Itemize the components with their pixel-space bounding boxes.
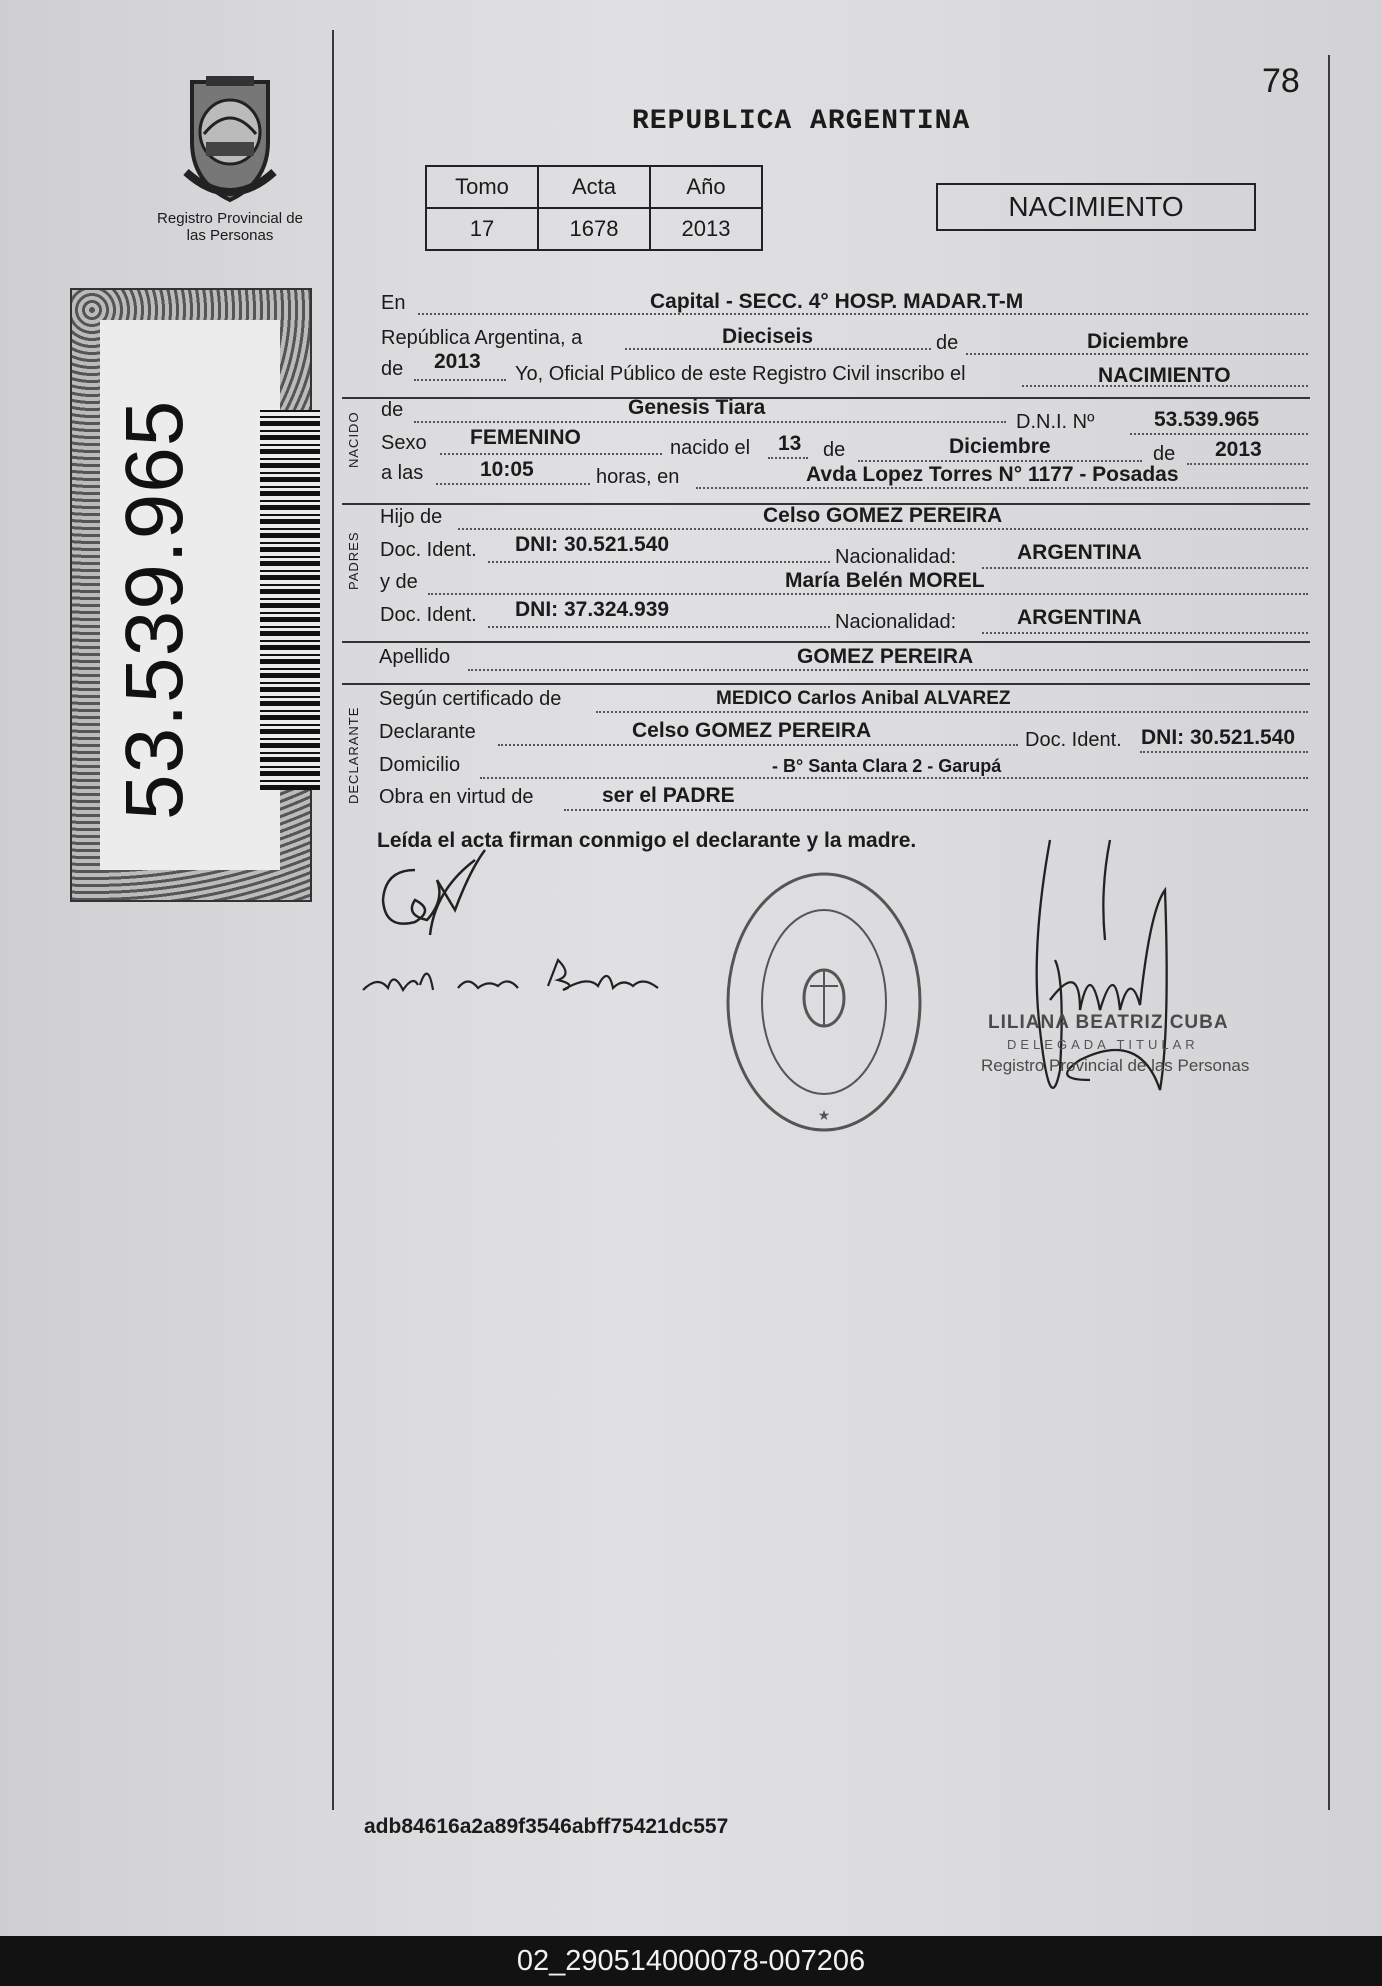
value-sex: FEMENINO — [470, 426, 581, 449]
label-nacido-el: nacido el — [670, 437, 751, 459]
label-nacionalidad-mother: Nacionalidad: — [835, 611, 957, 633]
official-role: DELEGADA TITULAR — [1007, 1037, 1199, 1052]
closing-statement: Leída el acta firman conmigo el declarante y la madre. — [377, 829, 917, 852]
value-mother-doc: DNI: 37.324.939 — [515, 598, 670, 621]
province-crest-logo — [172, 72, 288, 204]
value-birth-month: Diciembre — [949, 435, 1051, 458]
value-father-doc: DNI: 30.521.540 — [515, 533, 670, 556]
left-margin-line — [332, 30, 334, 1810]
value-child-dni: 53.539.965 — [1154, 408, 1260, 431]
label-dni-no: D.N.I. Nº — [1016, 411, 1095, 433]
table-header-anio: Año — [650, 166, 762, 208]
label-segun-certificado: Según certificado de — [379, 688, 562, 710]
section-label-declarante: DECLARANTE — [346, 706, 361, 804]
value-birth-time: 10:05 — [480, 458, 534, 481]
registry-name: Registro Provincial de las Personas — [157, 210, 303, 244]
table-value-tomo: 17 — [426, 208, 538, 250]
value-month-text: Diciembre — [1087, 330, 1189, 353]
label-apellido: Apellido — [379, 646, 451, 668]
value-certificate: MEDICO Carlos Anibal ALVAREZ — [716, 688, 1011, 709]
value-day-text: Dieciseis — [722, 325, 814, 348]
value-father-nationality: ARGENTINA — [1017, 541, 1142, 564]
table-value-anio: 2013 — [650, 208, 762, 250]
value-year-text: 2013 — [434, 350, 481, 373]
label-de-5: de — [1153, 443, 1176, 465]
label-de-3: de — [381, 399, 404, 421]
label-doc-ident-father: Doc. Ident. — [380, 539, 477, 561]
page-number: 78 — [1262, 62, 1300, 100]
label-domicilio: Domicilio — [379, 754, 461, 776]
table-header-tomo: Tomo — [426, 166, 538, 208]
value-record-kind: NACIMIENTO — [1098, 364, 1231, 387]
value-surname: GOMEZ PEREIRA — [797, 645, 974, 668]
value-father-name: Celso GOMEZ PEREIRA — [763, 504, 1003, 527]
label-horas-en: horas, en — [596, 466, 680, 488]
label-y-de: y de — [380, 571, 418, 593]
footer-id-bar — [0, 1936, 1382, 1986]
table-header-acta: Acta — [538, 166, 650, 208]
side-registration-number: 53.539.965 — [109, 399, 200, 820]
value-declarant: Celso GOMEZ PEREIRA — [632, 719, 872, 742]
label-declarante: Declarante — [379, 721, 476, 743]
value-address: - B° Santa Clara 2 - Garupá — [772, 756, 1002, 776]
registry-table — [425, 165, 763, 251]
value-birth-year: 2013 — [1215, 438, 1262, 461]
value-declarant-capacity: ser el PADRE — [602, 784, 735, 807]
value-child-name: Genesis Tiara — [628, 396, 766, 419]
label-sexo: Sexo — [381, 432, 427, 454]
label-a-las: a las — [381, 462, 424, 484]
document-title: REPUBLICA ARGENTINA — [632, 106, 971, 137]
value-mother-name: María Belén MOREL — [785, 569, 985, 592]
mother-signature — [358, 950, 678, 1000]
label-obra-virtud: Obra en virtud de — [379, 786, 534, 808]
value-mother-nationality: ARGENTINA — [1017, 606, 1142, 629]
value-birth-place: Avda Lopez Torres N° 1177 - Posadas — [806, 463, 1179, 486]
label-nacionalidad-father: Nacionalidad: — [835, 546, 957, 568]
value-birth-day: 13 — [778, 432, 802, 455]
label-de-2: de — [381, 358, 404, 380]
document-hash: adb84616a2a89f3546abff75421dc557 — [364, 1815, 729, 1838]
section-label-padres: PADRES — [346, 531, 361, 590]
official-signature — [1020, 830, 1210, 1130]
label-en: En — [381, 292, 406, 314]
barcode — [260, 410, 320, 790]
declarant-signature — [375, 840, 495, 950]
right-margin-line — [1328, 55, 1330, 1810]
label-de-4: de — [823, 439, 846, 461]
value-declarant-doc: DNI: 30.521.540 — [1141, 726, 1296, 749]
official-round-stamp — [724, 868, 924, 1136]
record-type-box: NACIMIENTO — [936, 183, 1256, 231]
label-hijo-de: Hijo de — [380, 506, 443, 528]
official-office: Registro Provincial de las Personas — [981, 1056, 1250, 1075]
value-place: Capital - SECC. 4° HOSP. MADAR.T-M — [650, 290, 1024, 313]
label-doc-ident-mother: Doc. Ident. — [380, 604, 477, 626]
table-value-acta: 1678 — [538, 208, 650, 250]
footer-id: 02_290514000078-007206 — [516, 1945, 866, 1977]
label-de-1: de — [936, 332, 959, 354]
label-doc-ident-declarant: Doc. Ident. — [1025, 729, 1122, 751]
section-label-nacido: NACIDO — [346, 411, 361, 468]
official-name: LILIANA BEATRIZ CUBA — [988, 1012, 1229, 1033]
label-yo-oficial: Yo, Oficial Público de este Registro Civil inscribo el — [515, 363, 966, 385]
svg-text:★: ★ — [817, 1107, 831, 1123]
label-republica: República Argentina, a — [381, 327, 583, 349]
